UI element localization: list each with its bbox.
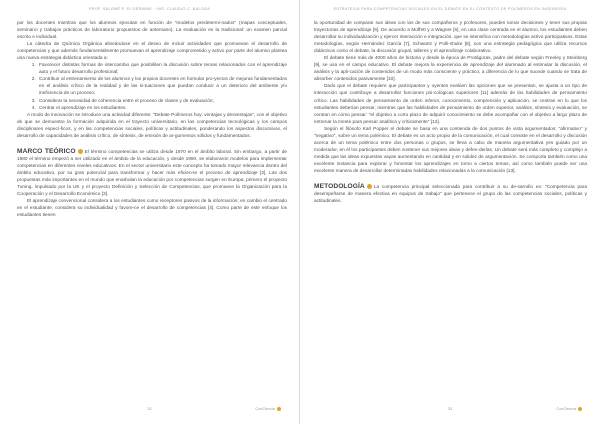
page-footer bbox=[300, 407, 600, 415]
section-metodologia bbox=[314, 183, 587, 205]
page-number: 32 bbox=[147, 407, 152, 411]
numbered-list bbox=[17, 62, 287, 111]
magazine-name: ConCiencia bbox=[556, 407, 576, 411]
body-paragraph: El debate tiene más de 4000 años de historia y desde la época de Protágoras, padre del debate según Freeley y Steinberg [9], se usa en el campo educativo. El debate mejora la experiencia de aprendizaje del alumnado al estimular la discusión, el análisis y la apli-cación de contenidos de un modo más consciente y práctico, a diferencia de lo que sucede cuando se trata de absorber contenidos pasivamente [10]. bbox=[314, 56, 587, 83]
running-head: PROF. SALOMÉ P. DI GERMINE · ING. CLAUDIO C. BALOGA bbox=[88, 7, 211, 11]
body-paragraph: El aprendizaje convencional considera a los estudiantes como receptores pasivos de la información; en cambio el centrado en el estudiante, considera su individualidad y favore-ce el desarrollo de competencias [4]. Como parte de este enfoque los estudiantes tienen bbox=[17, 199, 287, 219]
list-item: 2. Contribuir al entrenamiento de los alumnos y los propios docentes en formular pro-yectos de mejoras fundamentados en el análisis crítico de la realidad y de las si-tuaciones que puedan conducir a un deterioro del ambiente y/o ineficiencia de un proceso; bbox=[37, 76, 287, 97]
magazine-mark bbox=[255, 407, 281, 411]
section-marco-teorico bbox=[17, 148, 287, 198]
sun-bullet-icon bbox=[367, 184, 372, 189]
body-paragraph: La competencia principal seleccionada para contribuir a su de-sarrollo es: "Competencia para desempeñarse de manera efectiva en equipos de trabajo" que pertenece el grupo de las competencias sociales, políticas y actitudinales. bbox=[314, 185, 587, 205]
body-paragraph: A modo de innovación se introduce una actividad diferente: "Debate Polímeros hoy: ventajas y desventajas", con el objetivo de que se demuestre la formación adquirida en el trayecto universitario, en las competencias tecnológicas y los campos disciplinares especí-ficos, y en las competencias sociales, políticas y actitudinales, ponderando los aspectos discursivos, el desarrollo de capacidades de análisis crítico, de síntesis, de emisión de ar-gumentos sólidos y fundamentados. bbox=[17, 112, 287, 139]
text-column bbox=[314, 20, 587, 205]
body-paragraph: la oportunidad de comparar sus ideas con las de sus compañeros y profesores, pueden tomar decisiones y tener sus propias trayectorias de aprendizaje [5]. De acuerdo a Moffett y a Wagner [6], en una clase centrada en el alumno, los estudiantes deben desarrollar su individualización y ejercer interacción e integración, que se intensifica con metodologías activo participativas. Estas metodologías, según Hernández García [7], Schwartz y Polli-shuke [8], son una estrategia pedagógica que utiliza recursos didácticos como el debate, la discusión grupal, talleres y el aprendizaje colaborativo. bbox=[314, 21, 587, 55]
body-paragraph: por los docentes mientras que los alumnos ejecutan en función de "modelos predetermi-nados" (mapas conceptuales, seminario y trabajos prácticos de laboratorio propuestos de antemano). La evaluación es la tradicional: un examen parcial escrito e individual. bbox=[17, 21, 287, 41]
right-page bbox=[300, 0, 600, 424]
body-paragraph: El término competencias se utiliza desde 1970 en el ámbito laboral. Sin embargo, a partir de 1980 el término empezó a ser utilizado en el ámbito de la educación, y desde 1990, se elaboraron modelos para implementar competencias en diferentes niveles educativos. En el sector universitario este concepto ha tomado mayor relevancia dentro del ámbito educativo, por su gran potencial para transformar y hacer más eficien-te el proceso de aprendizaje [2]. Las dos propuestas más importantes en el mundo que enarbolan la educación por competencias surgen en Europa, primero el proyecto Tuning, impulsado por la UE y el proyecto Definición y Selección de Competencias, que promueve la Organización para la Cooperación y el Desarrollo Económico [3]. bbox=[17, 149, 287, 198]
body-paragraph: La cátedra de Química Orgánica alineándose en el deseo de incluir actividades que promuevan el desarrollo de competencias y que además fundamentalmente promuevan el aprendizaje comprometido y activo por parte del alumno plantea una nueva estrategia didáctica orientada a: bbox=[17, 42, 287, 62]
list-item: 3. Considerar la necesidad de coherencia entre el proceso de clases y de evaluación; bbox=[37, 98, 287, 105]
magazine-mark bbox=[556, 407, 582, 411]
section-heading: METODOLOGÍA bbox=[314, 183, 365, 191]
sun-bullet-icon bbox=[78, 149, 83, 154]
body-paragraph: Según el filósofo Karl Popper el debate se basa en una contienda de dos puntos de vista argumentados: "afirmativo" y "negativo", sobre un tema polémico. El debate es un acto propio de la comunicación, el cual consiste en el desarrollo y discusión acerca de un tema polémico entre dos personas o grupos, se lleva a cabo de manera argumentativa yes guiado por un moderador, en él los participantes deben sostener sus mejores ideas y defen-derlas. Un debate será más completo y complejo a medida que las ideas expuestas vayan aumentando en cantidad y en solidez de argumentación. Se comporta también como una excelente instancia para explorar y fomentar los aprendizajes en torno a ciertos temas, así como también puede ser una excelente manera de desarrollar determinadas habilidades relacionadas a la comunicación [13]. bbox=[314, 126, 587, 174]
section-heading: MARCO TEÓRICO bbox=[17, 147, 76, 155]
list-item: 1. Favorecer distintas formas de intercambio que posibiliten la discusión sobre temas relacionados con el aprendizaje auto y el futuro desarrollo profesional; bbox=[37, 62, 287, 76]
magazine-name: ConCiencia bbox=[255, 407, 275, 411]
page-footer bbox=[0, 407, 299, 415]
list-item: 4. Centrar el aprendizaje en los estudiantes. bbox=[37, 105, 287, 112]
text-column bbox=[17, 20, 287, 219]
magazine-logo-icon bbox=[277, 407, 281, 411]
magazine-logo-icon bbox=[578, 407, 582, 411]
page-number: 33 bbox=[447, 407, 453, 411]
body-paragraph: Dado que el debate requiere que participantes y oyentes evalúen las opciones que se presentan, se ajusta a un tipo de interacción que contribuye a desarrollar funciones psi-cológicas superiores [11] además de las habilidades de pensamiento crítico. Las habilidades de pensamiento de orden inferior, conocimiento, comprensión y aplicación, se centran en lo que los estudiantes deberían pensar, mientras que las habilidades de pensamiento de orden superior, análisis, síntesis y evaluación, se centran en cómo pensar: "el objetivo a corto plazo de adquirir conocimiento se debe acompañar con el objetivo a largo plazo de entrenar la mente para pensar analítica y críticamente" [12]. bbox=[314, 84, 587, 125]
running-head: ESTRATEGIA PARA COMPETENCIAS SOCIALES EN EL DEBATE EN EL CONTEXTO DE POLÍMEROS EN INGENIERÍA bbox=[333, 7, 567, 11]
